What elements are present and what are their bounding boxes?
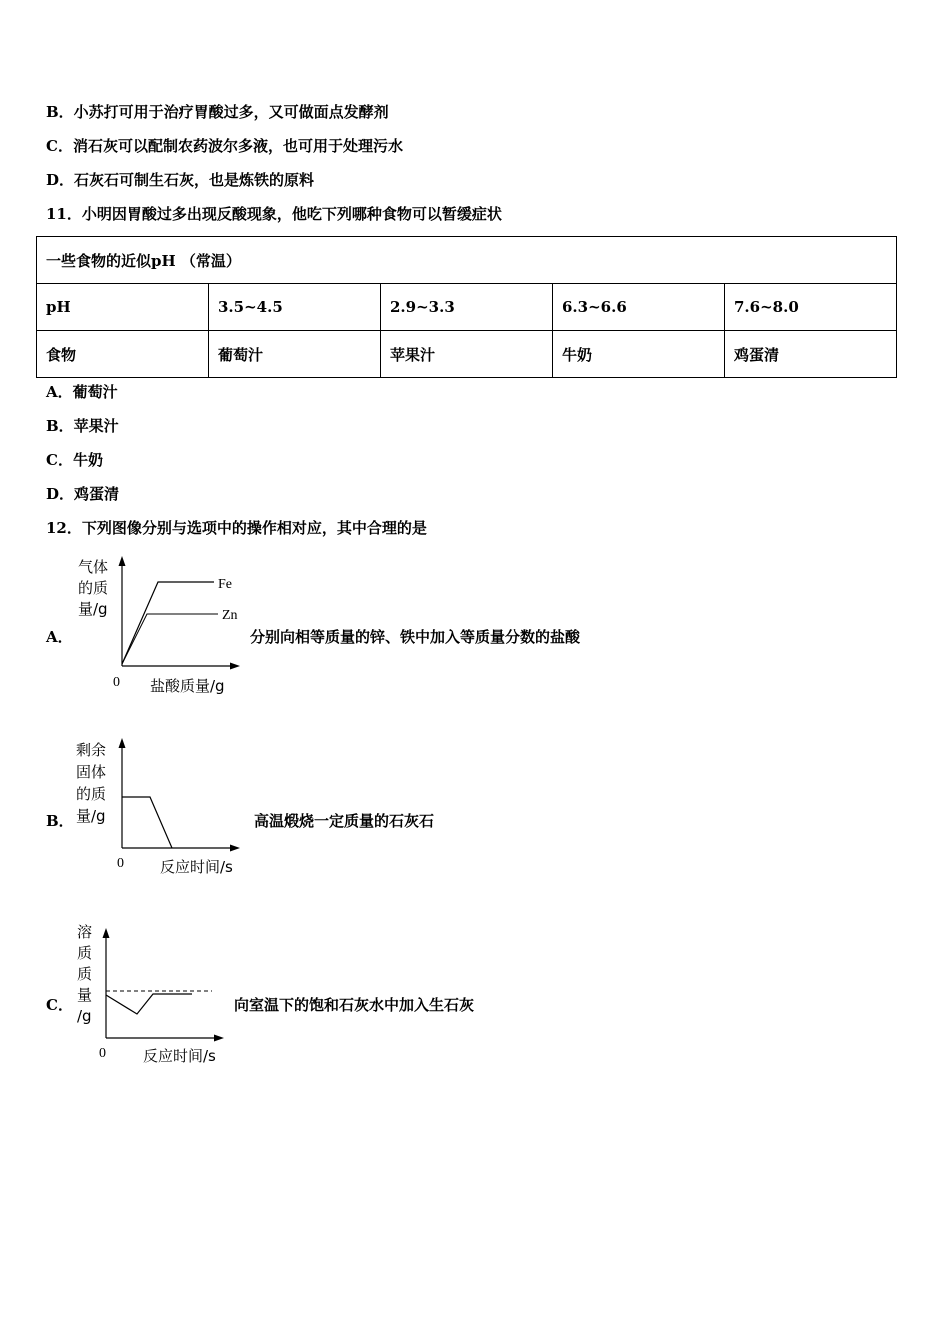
graph-c-ylabel: 质 [77,944,93,962]
graph-b-ylabel: 剩余 [76,741,107,759]
table-cell: 3.5~4.5 [209,284,381,331]
q11-option-d: D．鸡蛋清 [46,485,120,503]
table-title: 一些食物的近似pH （常温） [37,237,897,284]
q12-option-a-desc: 分别向相等质量的锌、铁中加入等质量分数的盐酸 [250,628,581,646]
q12-option-c-desc: 向室温下的饱和石灰水中加入生石灰 [234,996,475,1014]
q12-stem: 12．下列图像分别与选项中的操作相对应，其中合理的是 [46,519,427,537]
q12-option-c-label: C． [46,996,73,1014]
graph-b-x-arrow [230,845,240,852]
q12-option-a-label: A． [46,628,73,646]
table-row-ph [37,284,897,331]
graph-c-ylabel: 质 [77,965,93,983]
table-cell: 鸡蛋清 [725,331,897,378]
graph-a-x-arrow [230,663,240,670]
table-cell: 苹果汁 [381,331,553,378]
graph-c-ylabel: /g [77,1007,92,1025]
curve-fe [122,582,214,664]
q11-option-b: B．苹果汁 [46,417,119,435]
graph-a-y-arrow [119,556,126,566]
table-row-food [37,331,897,378]
curve-solute-mass [106,994,192,1014]
graph-a-ylabel: 的质 [78,579,109,597]
graph-b-xlabel: 反应时间/s [160,858,233,876]
graph-a-origin: 0 [113,675,120,690]
graph-c-ylabel: 溶 [77,923,93,941]
graph-a-ylabel: 气体 [78,558,109,576]
graph-b-ylabel: 量/g [76,807,106,825]
graph-b-origin: 0 [117,856,124,871]
q10-option-c: C．消石灰可以配制农药波尔多液，也可用于处理污水 [46,137,403,155]
q10-option-d: D．石灰石可制生石灰，也是炼铁的原料 [46,171,315,189]
graph-c-origin: 0 [99,1046,106,1061]
table-cell: 2.9~3.3 [381,284,553,331]
q11-option-a: A．葡萄汁 [46,383,118,401]
table-cell: 食物 [37,331,209,378]
graph-b-y-arrow [119,738,126,748]
ph-table [36,236,897,378]
graph-c-ylabel: 量 [77,986,93,1004]
graph-a-ylabel: 量/g [78,600,108,618]
q11-option-c: C．牛奶 [46,451,103,469]
table-title-row [37,237,897,284]
q10-option-b: B．小苏打可用于治疗胃酸过多，又可做面点发酵剂 [46,103,389,121]
graph-b-ylabel: 的质 [76,785,107,803]
q12-option-b-desc: 高温煅烧一定质量的石灰石 [254,812,435,830]
table-cell: pH [37,284,209,331]
table-cell: 牛奶 [553,331,725,378]
table-cell: 7.6~8.0 [725,284,897,331]
graph-c-x-arrow [214,1035,224,1042]
label-fe: Fe [218,577,232,592]
graph-c-y-arrow [103,928,110,938]
graph-c-xlabel: 反应时间/s [143,1047,216,1065]
curve-solid-mass [122,797,172,848]
graph-a-xlabel: 盐酸质量/g [150,677,225,695]
curve-zn [122,614,218,664]
graph-b-ylabel: 固体 [76,763,107,781]
q12-option-b-label: B． [46,812,74,830]
table-cell: 葡萄汁 [209,331,381,378]
label-zn: Zn [222,608,238,623]
q11-stem: 11．小明因胃酸过多出现反酸现象，他吃下列哪种食物可以暂缓症状 [46,205,502,223]
table-cell: 6.3~6.6 [553,284,725,331]
